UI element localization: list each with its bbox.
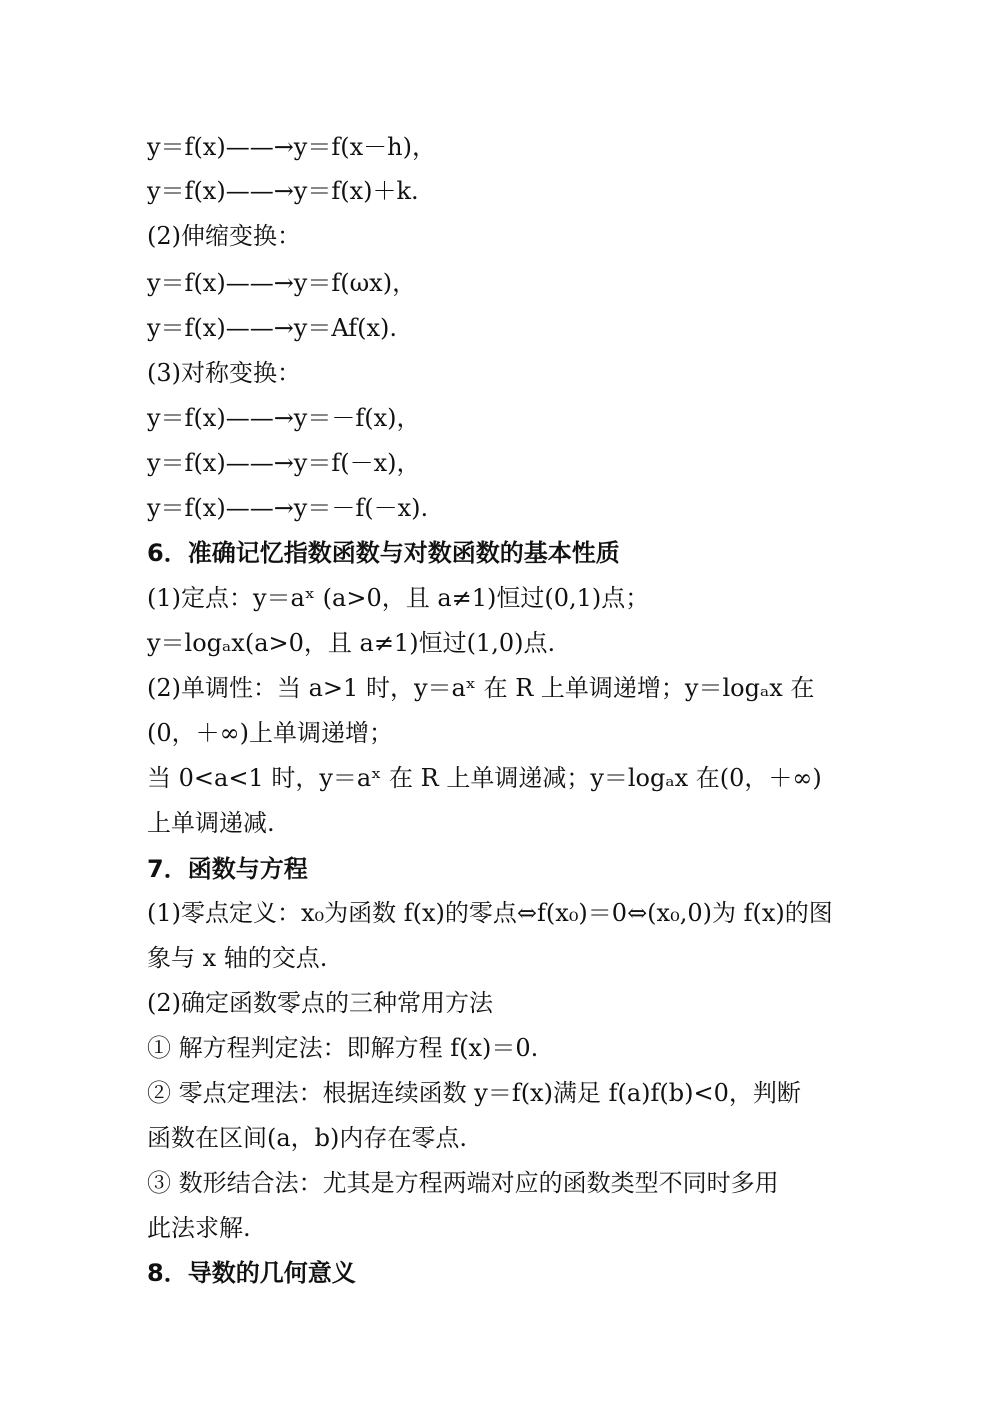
monotonic-increase-cont-line: (0，＋∞)上单调递增； bbox=[147, 719, 393, 747]
translation-h-line: y＝f(x)——→y＝f(x－h)， bbox=[147, 133, 436, 161]
stretch-omega-line: y＝f(x)——→y＝f(ωx)， bbox=[147, 269, 417, 297]
symmetry-y-axis-line: y＝f(x)——→y＝f(－x)， bbox=[147, 449, 421, 477]
method-2-line: ② 零点定理法：根据连续函数 y＝f(x)满足 f(a)f(b)<0，判断 bbox=[147, 1079, 801, 1107]
symmetry-origin-line: y＝f(x)——→y＝－f(－x). bbox=[147, 494, 429, 522]
monotonic-increase-line: (2)单调性：当 a>1 时，y＝aˣ 在 R 上单调递增；y＝logₐx 在 bbox=[147, 674, 815, 702]
stretch-a-line: y＝f(x)——→y＝Af(x). bbox=[147, 314, 398, 342]
stretch-heading: (2)伸缩变换： bbox=[147, 222, 301, 250]
section-8-heading: 8．导数的几何意义 bbox=[147, 1259, 356, 1287]
monotonic-decrease-line: 当 0<a<1 时，y＝aˣ 在 R 上单调递减；y＝logₐx 在(0，＋∞) bbox=[147, 764, 822, 792]
monotonic-decrease-cont-line: 上单调递减. bbox=[147, 809, 275, 837]
fixed-point-exp-line: (1)定点：y＝aˣ (a>0，且 a≠1)恒过(0,1)点； bbox=[147, 584, 650, 612]
symmetry-heading: (3)对称变换： bbox=[147, 359, 301, 387]
zero-definition-cont-line: 象与 x 轴的交点. bbox=[147, 944, 328, 972]
fixed-point-log-line: y＝logₐx(a>0，且 a≠1)恒过(1,0)点. bbox=[147, 629, 556, 657]
method-1-line: ① 解方程判定法：即解方程 f(x)＝0. bbox=[147, 1034, 539, 1062]
zero-definition-line: (1)零点定义：x₀为函数 f(x)的零点⇔f(x₀)＝0⇔(x₀,0)为 f(x)的图 bbox=[147, 899, 833, 927]
symmetry-x-axis-line: y＝f(x)——→y＝－f(x)， bbox=[147, 404, 421, 432]
method-3-cont-line: 此法求解. bbox=[147, 1214, 251, 1242]
method-2-cont-line: 函数在区间(a，b)内存在零点. bbox=[147, 1124, 468, 1152]
section-7-heading: 7．函数与方程 bbox=[147, 855, 308, 883]
translation-k-line: y＝f(x)——→y＝f(x)＋k. bbox=[147, 177, 419, 205]
zero-methods-heading: (2)确定函数零点的三种常用方法 bbox=[147, 989, 493, 1017]
method-3-line: ③ 数形结合法：尤其是方程两端对应的函数类型不同时多用 bbox=[147, 1169, 779, 1197]
section-6-heading: 6．准确记忆指数函数与对数函数的基本性质 bbox=[147, 539, 620, 567]
